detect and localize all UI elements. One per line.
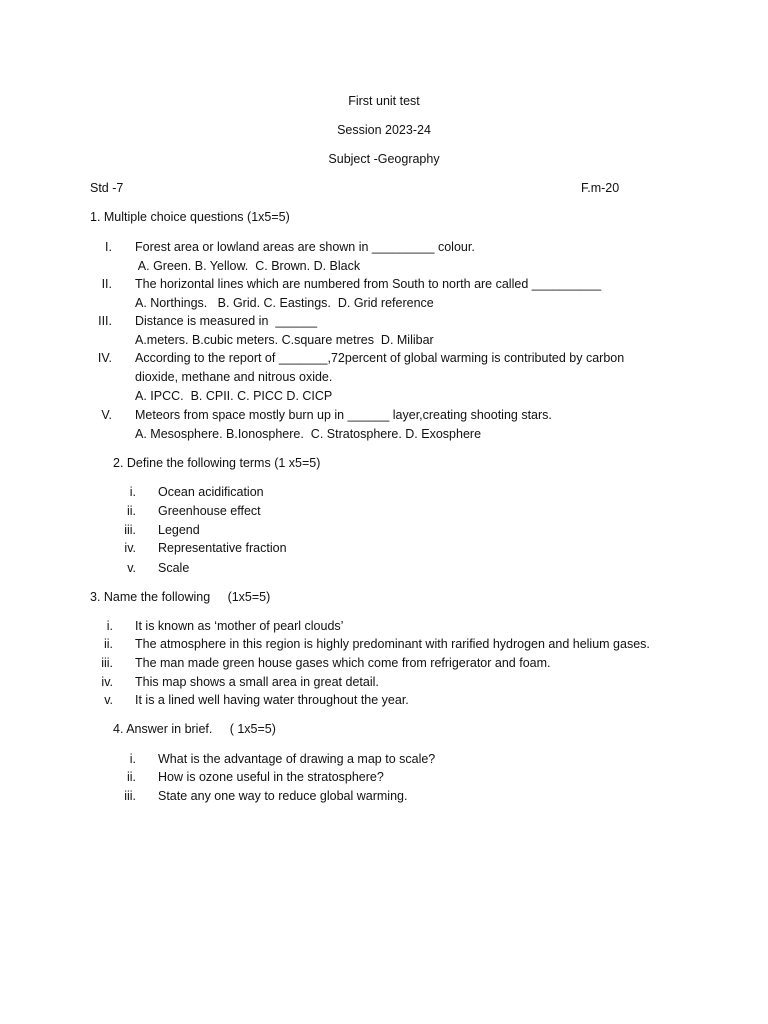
q1-1-number: I. (105, 240, 112, 254)
section2-heading: 2. Define the following terms (1 x5=5) (113, 456, 321, 470)
q4-1-text: What is the advantage of drawing a map to scale? (158, 752, 436, 766)
q3-3-number: iii. (101, 656, 113, 670)
q1-5-text: Meteors from space mostly burn up in ______ layer,creating shooting stars. (135, 408, 552, 422)
session-line: Session 2023-24 (337, 123, 431, 137)
q1-5-options: A. Mesosphere. B.Ionosphere. C. Stratosphere. D. Exosphere (135, 427, 482, 441)
q3-2-text: The atmosphere in this region is highly predominant with rarified hydrogen and helium gases. (135, 637, 650, 651)
q2-3-number: iii. (124, 523, 136, 537)
q4-3-text: State any one way to reduce global warming. (158, 789, 408, 803)
std-label: Std -7 (90, 181, 124, 195)
q4-2-number: ii. (126, 770, 136, 784)
q1-2-text: The horizontal lines which are numbered from South to north are called __________ (135, 277, 602, 291)
q3-4-number: iv. (101, 675, 113, 689)
q1-4-options: A. IPCC. B. CPII. C. PICC D. CICP (135, 389, 333, 403)
q2-2-text: Greenhouse effect (158, 504, 261, 518)
q1-3-options: A.meters. B.cubic meters. C.square metres D. Milibar (135, 333, 434, 347)
q2-5-text: Scale (158, 561, 190, 575)
full-marks-label: F.m-20 (581, 181, 620, 195)
q4-1-number: i. (129, 752, 136, 766)
section4-heading: 4. Answer in brief. ( 1x5=5) (113, 722, 276, 736)
q3-2-number: ii. (103, 637, 113, 651)
q2-5-number: v. (127, 561, 136, 575)
q2-4-text: Representative fraction (158, 541, 287, 555)
q1-4-number: IV. (97, 351, 112, 365)
subject-line: Subject -Geography (328, 152, 440, 166)
q1-3-text: Distance is measured in ______ (135, 314, 318, 328)
q1-4-text: According to the report of _______,72percent of global warming is contributed by carbon (135, 351, 625, 365)
q2-2-number: ii. (126, 504, 136, 518)
q2-4-number: iv. (124, 541, 136, 555)
q1-1-options: A. Green. B. Yellow. C. Brown. D. Black (135, 259, 361, 273)
q4-3-number: iii. (124, 789, 136, 803)
q3-1-text: It is known as ‘mother of pearl clouds’ (135, 619, 344, 633)
q1-1-text: Forest area or lowland areas are shown in _________ colour. (135, 240, 475, 254)
section1-heading: 1. Multiple choice questions (1x5=5) (90, 210, 290, 224)
section3-heading: 3. Name the following (1x5=5) (90, 590, 271, 604)
q4-2-text: How is ozone useful in the stratosphere? (158, 770, 384, 784)
q1-5-number: V. (101, 408, 112, 422)
q3-5-number: v. (104, 693, 113, 707)
q2-1-text: Ocean acidification (158, 485, 264, 499)
q3-4-text: This map shows a small area in great detail. (135, 675, 379, 689)
q3-5-text: It is a lined well having water throughout the year. (135, 693, 409, 707)
test-title: First unit test (348, 94, 420, 108)
q1-2-options: A. Northings. B. Grid. C. Eastings. D. Grid reference (135, 296, 434, 310)
q1-4-text-cont: dioxide, methane and nitrous oxide. (135, 370, 333, 384)
q2-3-text: Legend (158, 523, 200, 537)
q1-2-number: II. (101, 277, 112, 291)
q1-3-number: III. (98, 314, 112, 328)
q2-1-number: i. (129, 485, 136, 499)
q3-3-text: The man made green house gases which come from refrigerator and foam. (135, 656, 551, 670)
q3-1-number: i. (106, 619, 113, 633)
